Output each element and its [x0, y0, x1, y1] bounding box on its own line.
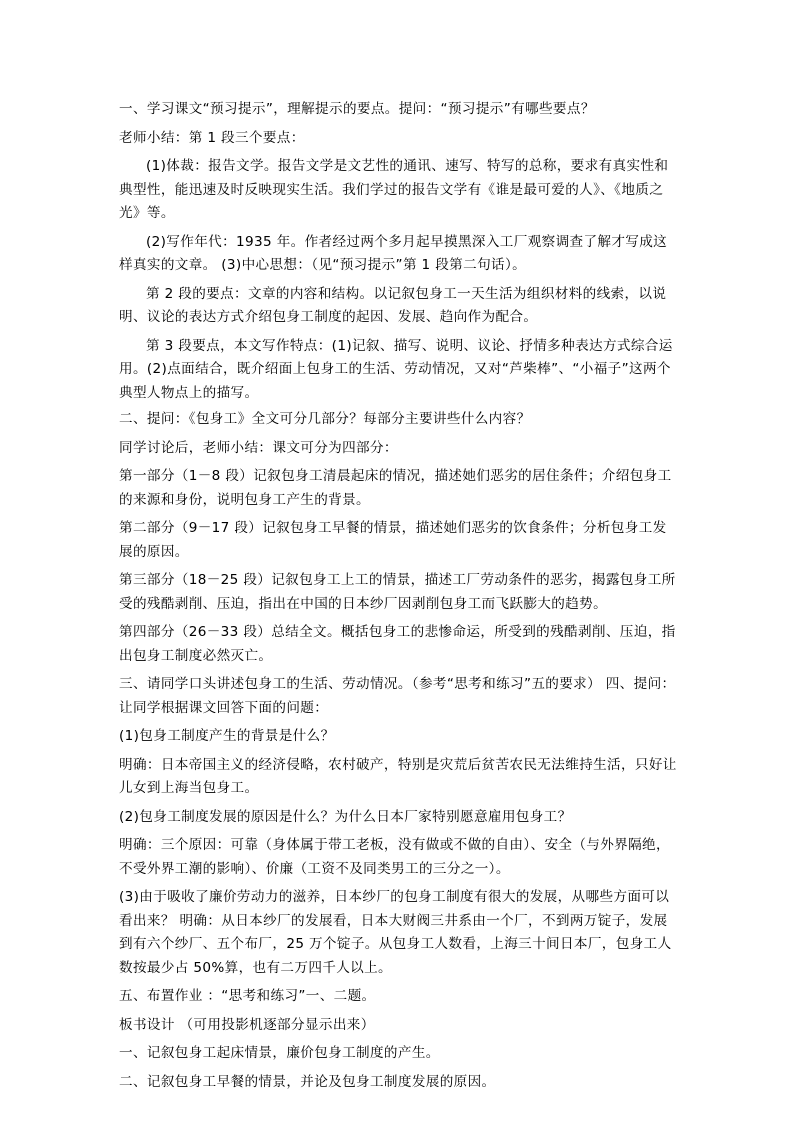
document-body: [119, 98, 679, 1099]
section-three-four: 三、请同学口头讲述包身工的生活、劳动情况。（参考“思考和练习”五的要求） 四、提问：让同学根据课文回答下面的问题：: [119, 676, 676, 716]
answer-two: 明确：三个原因：可靠（身体属于带工老板，没有做或不做的自由）、安全（与外界隔绝，不受外界工潮的影响）、价廉（工资不及同类男工的三分之一）。: [119, 837, 670, 877]
board-design-heading: 板书设计 （可用投影机逐部分显示出来）: [119, 1016, 375, 1033]
paragraph-two-points: 第 2 段的要点：文章的内容和结构。以记叙包身工一天生活为组织材料的线索，以说明、议论的表达方式介绍包身工制度的起因、发展、趋向作为配合。: [119, 285, 667, 325]
question-one: (1)包身工制度产生的背景是什么？: [119, 728, 335, 744]
point-genre: (1)体裁：报告文学。报告文学是文艺性的通讯、速写、特写的总称，要求有真实性和典型性，能迅速及时反映现实生活。我们学过的报告文学有《谁是最可爱的人》、《地质之光》等。: [119, 158, 669, 221]
part-one: 第一部分（1－8 段）记叙包身工清晨起床的情况，描述她们恶劣的居住条件；介绍包身工的来源和身份，说明包身工产生的背景。: [119, 468, 672, 508]
answer-one: 明确：日本帝国主义的经济侵略，农村破产，特别是灾荒后贫苦农民无法维持生活，只好让儿女到上海当包身工。: [119, 756, 677, 796]
board-item-two: 二、记叙包身工早餐的情景，并论及包身工制度发展的原因。: [119, 1073, 496, 1090]
point-year-theme: (2)写作年代：1935 年。作者经过两个多月起早摸黑深入工厂观察调查了解才写成这样真实的文章。 (3)中心思想：（见“预习提示”第 1 段第二句话）。: [119, 233, 668, 273]
section-five-homework: 五、布置作业 ：“思考和练习”一、二题。: [119, 988, 376, 1004]
discussion-summary: 同学讨论后，老师小结：课文可分为四部分：: [119, 439, 398, 456]
part-two: 第二部分（9－17 段）记叙包身工早餐的情景，描述她们恶劣的饮食条件；分析包身工发展的原因。: [119, 520, 667, 560]
section-one-question: 一、学习课文“预习提示”，理解提示的要点。提问：“预习提示”有哪些要点？: [119, 101, 595, 117]
board-item-one: 一、记叙包身工起床情景，廉价包身工制度的产生。: [119, 1045, 440, 1061]
part-four: 第四部分（26－33 段）总结全文。概括包身工的悲惨命运，所受到的残酷剥削、压迫，指出包身工制度必然灭亡。: [119, 624, 676, 664]
question-two: (2)包身工制度发展的原因是什么？为什么日本厂家特别愿意雇用包身工？: [119, 808, 572, 825]
teacher-summary-heading: 老师小结：第 1 段三个要点：: [119, 129, 305, 146]
question-answer-three: (3)由于吸收了廉价劳动力的滋养，日本纱厂的包身工制度有很大的发展，从哪些方面可以看出来？ 明确：从日本纱厂的发展看，日本大财阀三井系由一个厂，不到两万锭子，发展到有六个纱厂、五个布厂，25 万个锭子。从包身工人数看，上海三十间日本厂，包身工人数按最少占 50%算，也有二万四千人以上。: [119, 889, 672, 976]
paragraph-three-points: 第 3 段要点，本文写作特点：(1)记叙、描写、说明、议论、抒情多种表达方式综合运用。(2)点面结合，既介绍面上包身工的生活、劳动情况，又对“芦柴棒”、“小福子”这两个典型人物点上的描写。: [119, 337, 673, 401]
section-two-question: 二、提问：《包身工》全文可分几部分？每部分主要讲些什么内容？: [119, 411, 531, 427]
part-three: 第三部分（18－25 段）记叙包身工上工的情景，描述工厂劳动条件的恶劣，揭露包身工所受的残酷剥削、压迫，指出在中国的日本纱厂因剥削包身工而飞跃膨大的趋势。: [119, 572, 676, 612]
